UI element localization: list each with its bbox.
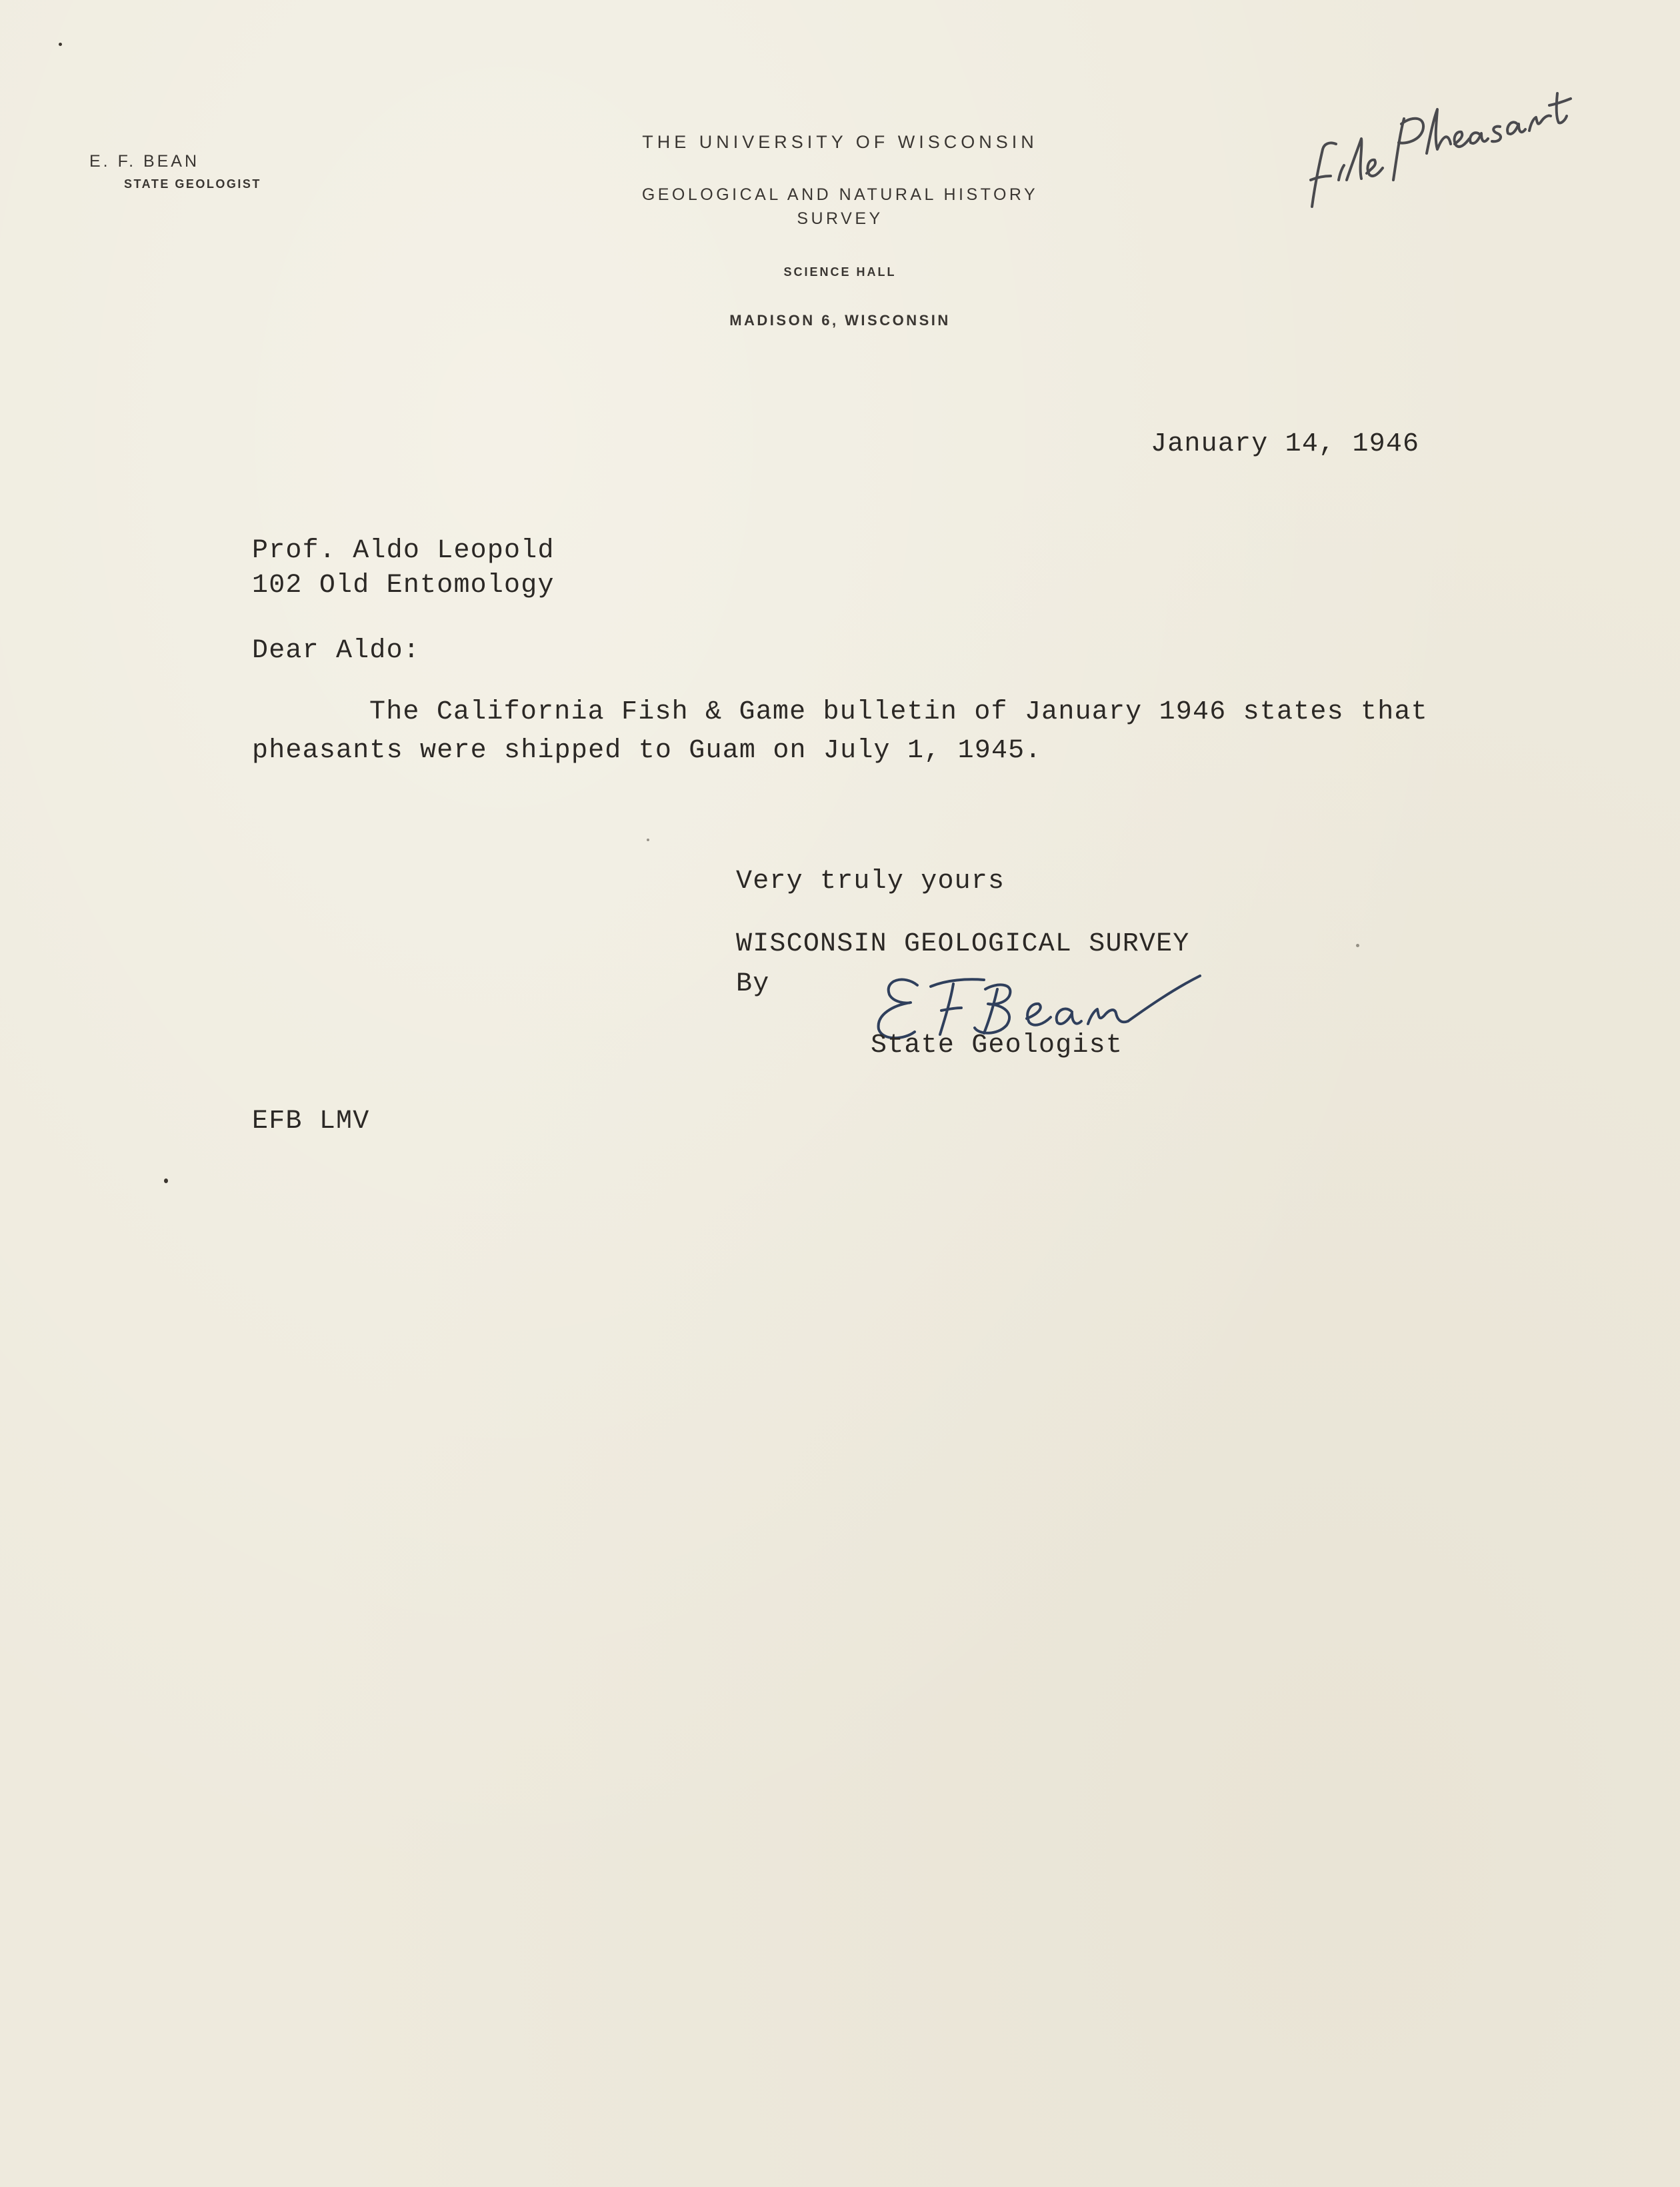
letterhead-university: THE UNIVERSITY OF WISCONSIN — [642, 132, 1038, 152]
letterhead-survey-line1: GEOLOGICAL AND NATURAL HISTORY — [641, 185, 1039, 204]
signer-title: State Geologist — [871, 1031, 1123, 1061]
letterhead-title: STATE GEOLOGIST — [124, 177, 261, 191]
body-line-1: The California Fish & Game bulletin of January 1946 states that — [369, 697, 1428, 727]
paper-speck — [1356, 944, 1359, 947]
recipient-address: 102 Old Entomology — [252, 571, 555, 601]
letterhead-city: MADISON 6, WISCONSIN — [729, 312, 951, 329]
organization: WISCONSIN GEOLOGICAL SURVEY — [736, 929, 1190, 959]
handwritten-file-note — [1300, 80, 1580, 227]
paper-speck — [164, 1178, 168, 1183]
letter-date: January 14, 1946 — [1151, 429, 1420, 459]
salutation: Dear Aldo: — [252, 636, 421, 666]
letterhead-name: E. F. BEAN — [89, 152, 200, 171]
body-line-2: pheasants were shipped to Guam on July 1, 1945. — [252, 736, 1042, 766]
paper-speck — [59, 43, 62, 46]
letterhead-building: SCIENCE HALL — [783, 265, 897, 279]
recipient-name: Prof. Aldo Leopold — [252, 536, 555, 566]
letterhead-survey-line2: SURVEY — [797, 209, 883, 228]
by-label: By — [736, 969, 770, 999]
paper-speck — [647, 839, 649, 841]
typist-initials: EFB LMV — [252, 1106, 370, 1136]
closing: Very truly yours — [736, 867, 1005, 897]
